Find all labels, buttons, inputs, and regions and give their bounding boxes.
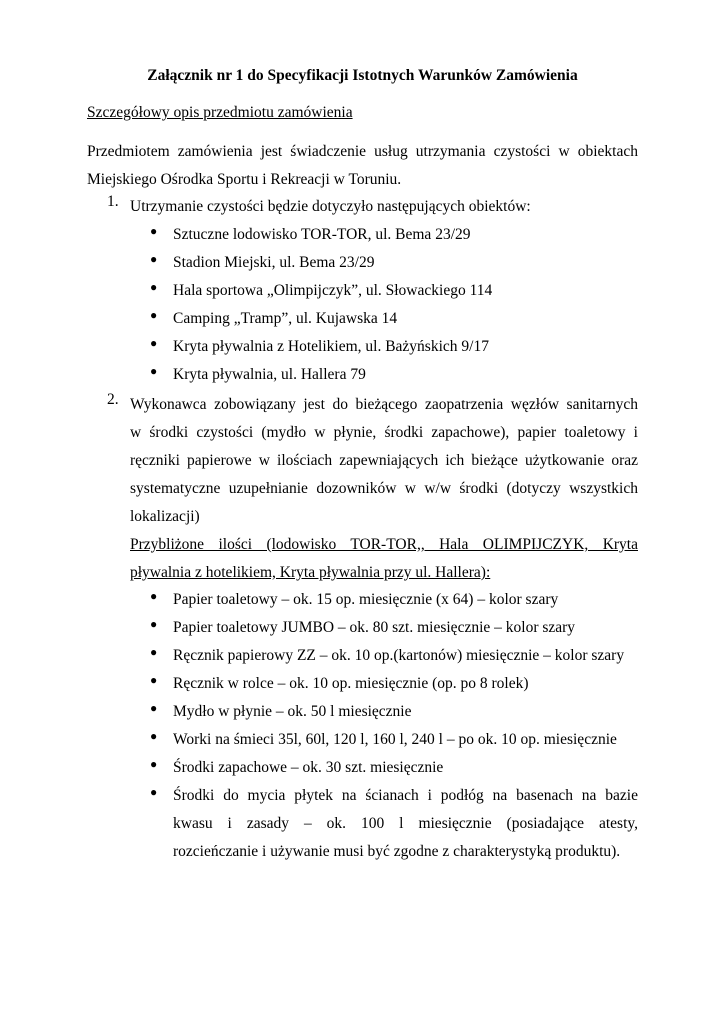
list-item-line: Środki do mycia płytek na ścianach i podłóg na basenach na bazie xyxy=(173,787,638,804)
list-item: Stadion Miejski, ul. Bema 23/29 xyxy=(173,254,375,271)
list-item: Papier toaletowy JUMBO – ok. 80 szt. miesięcznie – kolor szary xyxy=(173,619,576,636)
bullet-icon: ● xyxy=(150,364,158,378)
list-item: Camping „Tramp”, ul. Kujawska 14 xyxy=(173,310,398,327)
intro-paragraph xyxy=(87,138,638,194)
bullet-icon: ● xyxy=(150,336,158,350)
list-item: Ręcznik papierowy ZZ – ok. 10 op.(kartonów) miesięcznie – kolor szary xyxy=(173,647,625,664)
quantities-heading-line: pływalnia z hotelikiem, Kryta pływalnia przy ul. Hallera): xyxy=(130,564,491,581)
bullet-icon: ● xyxy=(150,308,158,322)
paragraph-line: lokalizacji) xyxy=(130,508,200,525)
list-item-paragraph xyxy=(130,391,638,587)
list-item: Hala sportowa „Olimpijczyk”, ul. Słowackiego 114 xyxy=(173,282,493,299)
paragraph-line: systematyczne uzupełnianie dozowników w w/w środki (dotyczy wszystkich xyxy=(130,480,638,497)
intro-line: Miejskiego Ośrodka Sportu i Rekreacji w Toruniu. xyxy=(87,171,402,188)
bullet-icon: ● xyxy=(150,729,158,743)
bullet-icon: ● xyxy=(150,645,158,659)
quantities-heading-line: Przybliżone ilości (lodowisko TOR-TOR,, Hala OLIMPIJCZYK, Kryta xyxy=(130,536,638,553)
list-item: Papier toaletowy – ok. 15 op. miesięcznie (x 64) – kolor szary xyxy=(173,591,559,608)
list-item: Sztuczne lodowisko TOR-TOR, ul. Bema 23/29 xyxy=(173,226,471,243)
list-item-text: Utrzymanie czystości będzie dotyczyło następujących obiektów: xyxy=(130,198,531,215)
bullet-icon: ● xyxy=(150,617,158,631)
paragraph-line: w środki czystości (mydło w płynie, środki zapachowe), papier toaletowy i xyxy=(130,424,638,441)
list-item: Kryta pływalnia z Hotelikiem, ul. Bażyńskich 9/17 xyxy=(173,338,489,355)
list-number: 1. xyxy=(107,193,119,210)
bullet-icon: ● xyxy=(150,757,158,771)
intro-line: Przedmiotem zamówienia jest świadczenie usług utrzymania czystości w obiektach xyxy=(87,143,638,160)
bullet-icon: ● xyxy=(150,673,158,687)
bullet-icon: ● xyxy=(150,224,158,238)
list-item-line: kwasu i zasady – ok. 100 l miesięcznie (posiadające atesty, xyxy=(173,815,638,832)
bullet-icon: ● xyxy=(150,701,158,715)
bullet-icon: ● xyxy=(150,589,158,603)
list-item: Kryta pływalnia, ul. Hallera 79 xyxy=(173,366,366,383)
bullet-icon: ● xyxy=(150,280,158,294)
list-item: Mydło w płynie – ok. 50 l miesięcznie xyxy=(173,703,412,720)
list-item-line: rozcieńczanie i używanie musi być zgodne z charakterystyką produktu). xyxy=(173,843,621,860)
list-item-multiline xyxy=(173,782,638,866)
page-title: Załącznik nr 1 do Specyfikacji Istotnych Warunków Zamówienia xyxy=(147,67,578,84)
list-item: Worki na śmieci 35l, 60l, 120 l, 160 l, 240 l – po ok. 10 op. miesięcznie xyxy=(173,731,617,748)
bullet-icon: ● xyxy=(150,252,158,266)
section-subtitle: Szczegółowy opis przedmiotu zamówienia xyxy=(87,104,353,121)
paragraph-line: ręczniki papierowe w ilościach zapewniających ich bieżące użytkowanie oraz xyxy=(130,452,638,469)
bullet-icon: ● xyxy=(150,785,158,799)
list-item: Środki zapachowe – ok. 30 szt. miesięcznie xyxy=(173,759,444,776)
paragraph-line: Wykonawca zobowiązany jest do bieżącego zaopatrzenia węzłów sanitarnych xyxy=(130,396,638,413)
list-item: Ręcznik w rolce – ok. 10 op. miesięcznie (op. po 8 rolek) xyxy=(173,675,529,692)
list-number: 2. xyxy=(107,391,119,408)
